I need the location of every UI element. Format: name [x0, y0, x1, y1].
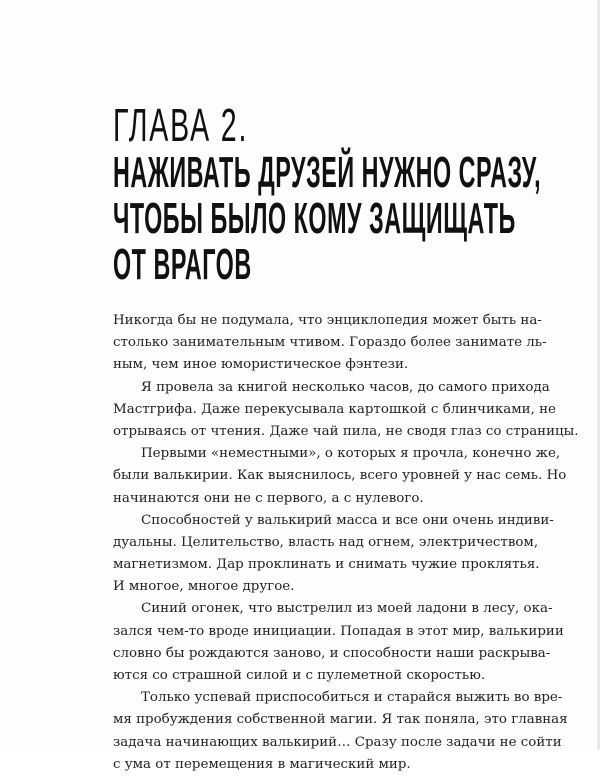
chapter-title — [113, 150, 600, 288]
text-line: отрываясь от чтения. Даже чай пила, не сводя глаз со страницы. — [113, 423, 579, 439]
text-line: Синий огонек, что выстрелил из моей ладони в лесу, ока- — [141, 601, 553, 617]
text-line: зался чем-то вроде инициации. Попадая в этот мир, валькирии — [113, 623, 564, 639]
text-line: Я провела за книгой несколько часов, до самого прихода — [141, 379, 550, 395]
title-line: НАЖИВАТЬ ДРУЗЕЙ НУЖНО СРАЗУ, — [113, 148, 542, 197]
text-line: Первыми «неместными», о которых я прочла, конечно же, — [141, 446, 561, 462]
text-line: дуальны. Целительство, власть над огнем, электричеством, — [113, 534, 539, 550]
paragraph — [113, 377, 579, 444]
paragraph — [113, 510, 554, 599]
chapter-label — [113, 100, 331, 150]
text-line: ным, чем иное юмористическое фэнтези. — [113, 357, 409, 373]
text-line: Мастгрифа. Даже перекусывала картошкой с блинчиками, не — [113, 401, 556, 417]
paragraph — [113, 598, 564, 687]
text-line: были валькирии. Как выяснилось, всего уровней у нас семь. Но — [113, 468, 567, 484]
paragraph — [113, 687, 568, 776]
text-line: мя пробуждения собственной магии. Я так поняла, это главная — [113, 712, 568, 728]
text-line: словно бы рождаются заново, и способности наши раскрыва- — [113, 645, 551, 661]
title-line: ОТ ВРАГОВ — [113, 240, 252, 289]
text-line: Способностей у валькирий масса и все они очень индиви- — [141, 512, 554, 528]
text-line: с ума от перемещения в магический мир. — [113, 756, 411, 772]
text-line: ются со страшной силой и с пулеметной скоростью. — [113, 668, 486, 683]
body-text — [113, 310, 579, 776]
chapter-number: ГЛАВА 2. — [113, 99, 249, 151]
text-line: начинаются они не с первого, а с нулевого. — [113, 490, 424, 506]
text-line: Только успевай приспособиться и старайся выжить во вре- — [141, 690, 563, 706]
text-line: задача начинающих валькирий… Сразу после задачи не сойти — [113, 734, 562, 750]
text-line: столько занимательным чтивом. Гораздо более занимате ль- — [113, 335, 547, 351]
title-line: ЧТОБЫ БЫЛО КОМУ ЗАЩИЩАТЬ — [113, 194, 516, 243]
paragraph — [113, 443, 567, 510]
text-line: И многое, многое другое. — [113, 579, 295, 595]
text-line: магнетизмом. Дар проклинать и снимать чужие проклятья. — [113, 557, 540, 573]
text-line: Никогда бы не подумала, что энциклопедия может быть на- — [113, 313, 542, 328]
paragraph — [113, 310, 547, 377]
